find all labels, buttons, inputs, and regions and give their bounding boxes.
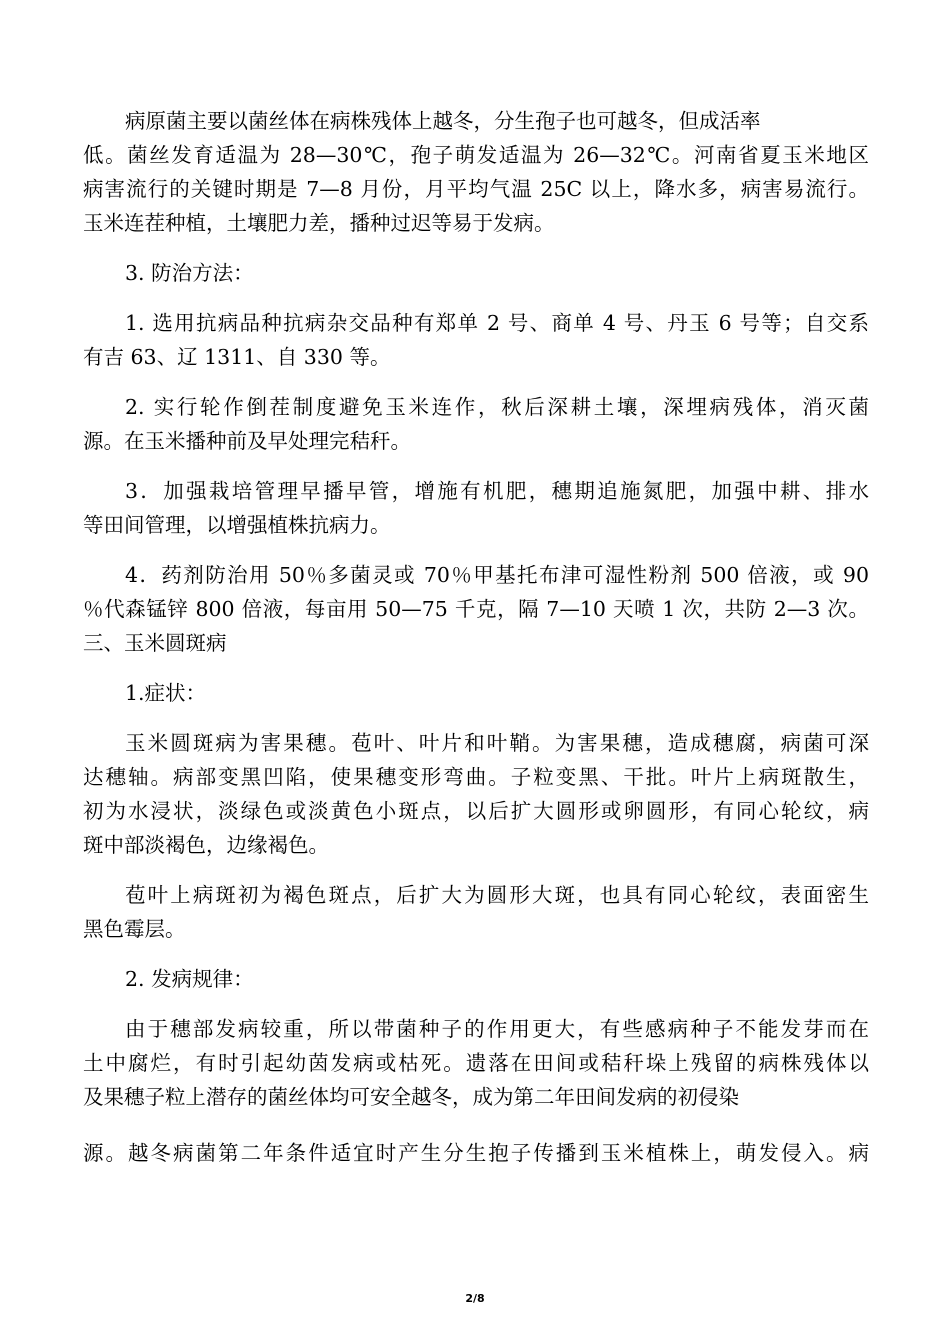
text-line: 低。菌丝发育适温为 28—30℃，孢子萌发适温为 26—32℃。河南省夏玉米地区 — [83, 143, 869, 167]
section-heading-round-spot-disease: 三、玉米圆斑病 — [83, 631, 227, 655]
section-heading-symptoms: 1.症状： — [125, 681, 207, 705]
text-line: 土中腐烂，有时引起幼茵发病或枯死。遗落在田间或秸秆垛上残留的病株残体以 — [83, 1051, 869, 1075]
text-line: 及果穗子粒上潜存的菌丝体均可安全越冬，成为第二年田间发病的初侵染 — [83, 1085, 739, 1109]
section-heading-control-methods: 3. 防治方法： — [125, 261, 254, 285]
text-line: 苞叶上病斑初为褐色斑点，后扩大为圆形大斑，也具有同心轮纹，表面密生 — [125, 883, 869, 907]
text-line: 3．加强栽培管理早播早管，增施有机肥，穗期追施氮肥，加强中耕、排水 — [125, 479, 869, 503]
text-line: 有吉 63、辽 1311、自 330 等。 — [83, 345, 391, 369]
document-body — [83, 104, 869, 1170]
text-line: 斑中部淡褐色，边缘褐色。 — [83, 833, 329, 857]
text-line: 初为水浸状，淡绿色或淡黄色小斑点，以后扩大圆形或卵圆形，有同心轮纹，病 — [83, 799, 869, 823]
text-line: ％代森锰锌 800 倍液，每亩用 50—75 千克，隔 7—10 天喷 1 次，共防 2—3 次。 — [83, 597, 869, 621]
text-line: 源。在玉米播种前及早处理完秸秆。 — [83, 429, 411, 453]
text-line: 等田间管理，以增强植株抗病力。 — [83, 513, 391, 537]
text-line: 病原菌主要以菌丝体在病株残体上越冬，分生孢子也可越冬，但成活率 — [125, 109, 761, 133]
text-line: 4．药剂防治用 50％多菌灵或 70％甲基托布津可湿性粉剂 500 倍液，或 90 — [125, 563, 869, 587]
text-line: 玉米圆斑病为害果穗。苞叶、叶片和叶鞘。为害果穗，造成穗腐，病菌可深 — [125, 731, 869, 755]
text-line: 达穗轴。病部变黑凹陷，使果穗变形弯曲。子粒变黑、干批。叶片上病斑散生， — [83, 765, 869, 789]
text-line: 1. 选用抗病品种抗病杂交品种有郑单 2 号、商单 4 号、丹玉 6 号等；自交系 — [125, 311, 869, 335]
text-line: 玉米连茬种植，土壤肥力差，播种过迟等易于发病。 — [83, 211, 555, 235]
text-line: 病害流行的关键时期是 7—8 月份，月平均气温 25C 以上，降水多，病害易流行。 — [83, 177, 869, 201]
text-line: 源。越冬病菌第二年条件适宜时产生分生抱子传播到玉米植株上，萌发侵入。病 — [83, 1141, 869, 1165]
section-heading-disease-pattern: 2. 发病规律： — [125, 967, 254, 991]
text-line: 黑色霉层。 — [83, 917, 186, 941]
page-number: 2/8 — [465, 1292, 485, 1305]
text-line: 由于穗部发病较重，所以带菌种子的作用更大，有些感病种子不能发芽而在 — [125, 1017, 869, 1041]
text-line: 2. 实行轮作倒茬制度避免玉米连作，秋后深耕土壤，深埋病残体，消灭菌 — [125, 395, 869, 419]
